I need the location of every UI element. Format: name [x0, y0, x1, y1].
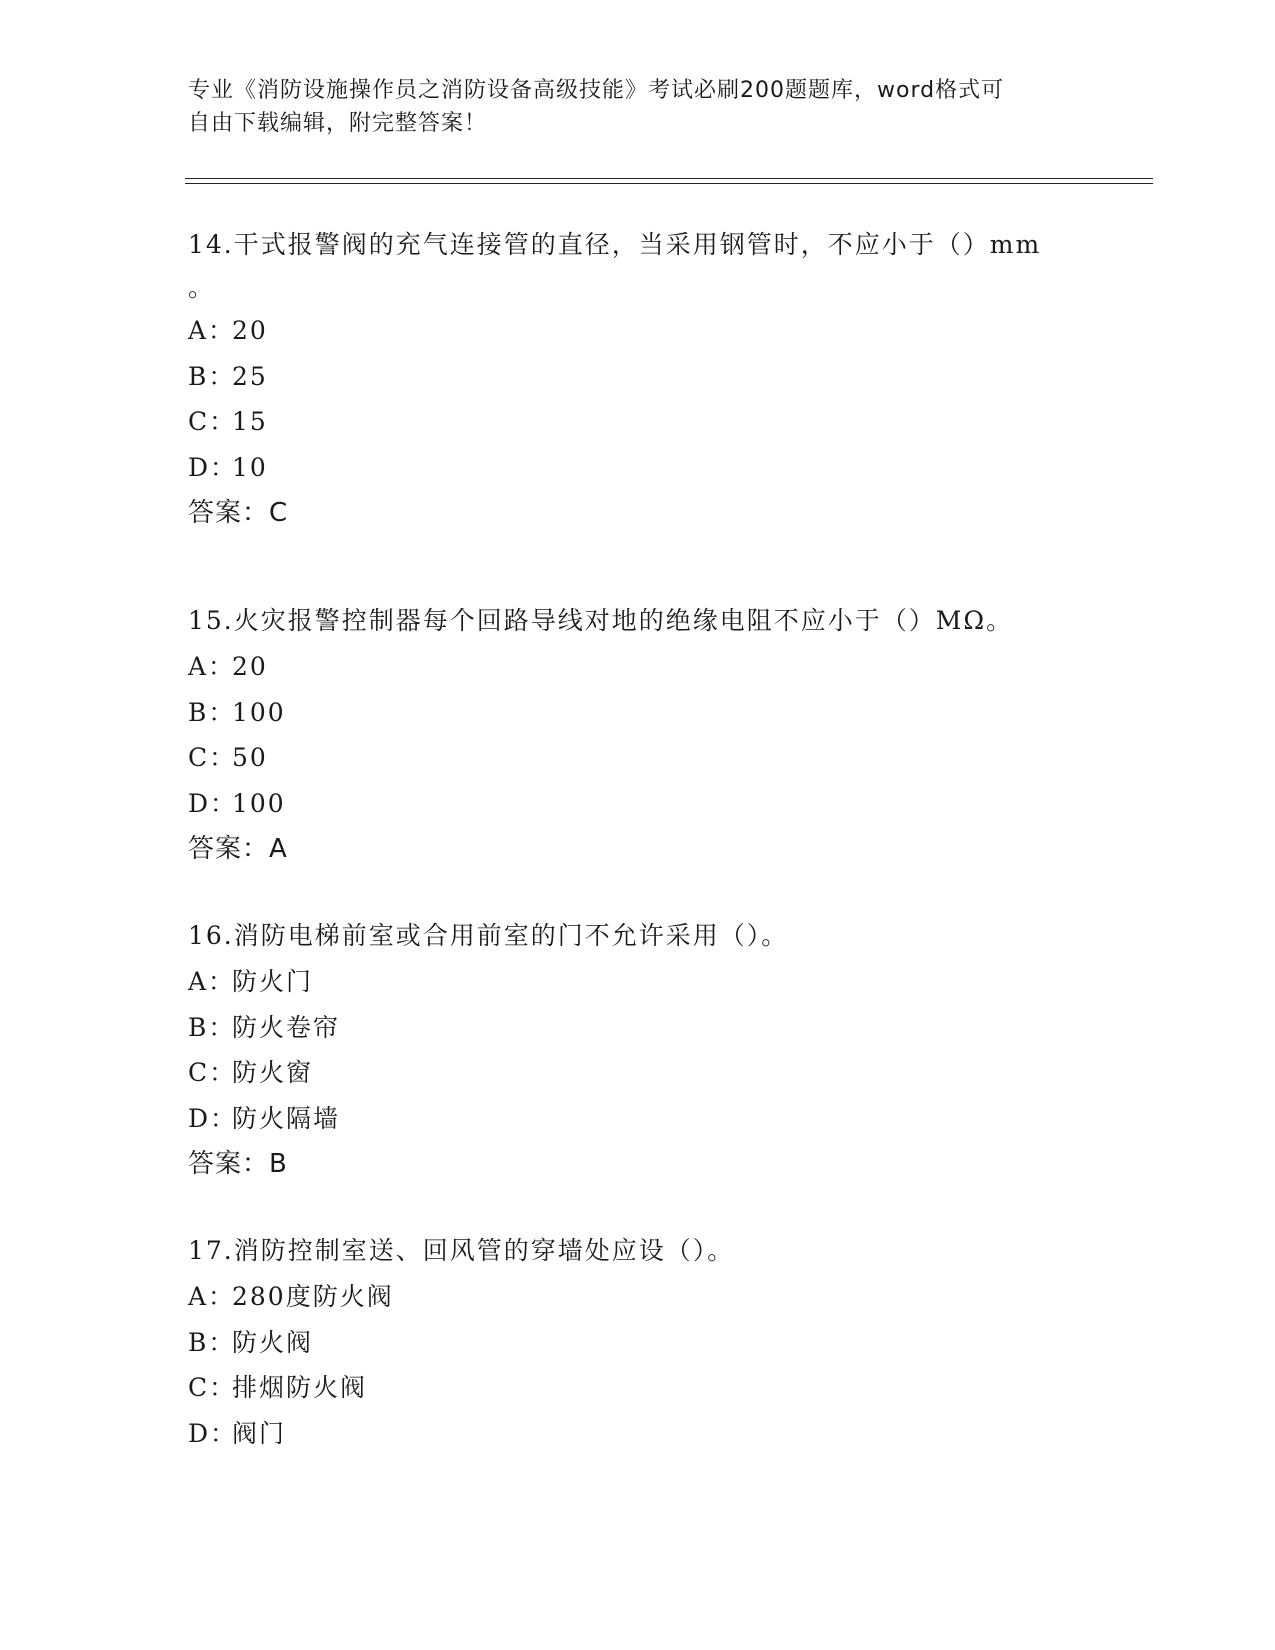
option-d [188, 1096, 1108, 1142]
option-c [188, 399, 1108, 445]
option-key: B： [188, 1012, 236, 1042]
option-key: D： [188, 1418, 238, 1448]
option-b [188, 354, 1108, 400]
option-c [188, 1050, 1108, 1096]
option-b [188, 690, 1108, 736]
question-17 [188, 1228, 1108, 1456]
question-stem: 16.消防电梯前室或合用前室的门不允许采用（）。 [188, 921, 789, 950]
header-divider-bottom [185, 183, 1153, 184]
option-a [188, 644, 1108, 690]
question-14 [188, 222, 1108, 536]
option-key: C： [188, 743, 237, 772]
question-stem: 14.干式报警阀的充气连接管的直径，当采用钢管时，不应小于（）mm [188, 230, 1042, 259]
option-d [188, 781, 1108, 827]
option-text: 阀门 [232, 1418, 287, 1448]
option-text: 防火隔墙 [232, 1103, 341, 1133]
option-key: A： [188, 316, 236, 345]
option-key: C： [188, 1058, 237, 1087]
option-text: 防火门 [232, 967, 314, 996]
question-16 [188, 913, 1108, 1187]
option-text: 15 [232, 407, 268, 436]
option-key: C： [188, 407, 237, 436]
option-text: 防火卷帘 [232, 1012, 341, 1042]
option-key: C： [188, 1373, 237, 1402]
option-c [188, 735, 1108, 781]
option-text: 防火阀 [232, 1327, 314, 1357]
option-text: 100 [232, 788, 286, 818]
header-line-2: 自由下载编辑，附完整答案！ [188, 111, 488, 136]
option-c [188, 1365, 1108, 1411]
option-b [188, 1320, 1108, 1366]
question-stem: 15.火灾报警控制器每个回路导线对地的绝缘电阻不应小于（）MΩ。 [188, 606, 1014, 635]
option-key: D： [188, 452, 238, 482]
option-key: B： [188, 697, 236, 727]
option-a [188, 1274, 1108, 1320]
option-key: A： [188, 652, 236, 681]
option-d [188, 445, 1108, 491]
header-line-1: 专业《消防设施操作员之消防设备高级技能》考试必刷200题题库，word格式可 [188, 78, 1005, 103]
option-text: 50 [232, 743, 268, 772]
option-text: 防火窗 [232, 1058, 314, 1087]
answer-label: 答案：C [188, 498, 289, 528]
option-text: 100 [232, 697, 286, 727]
option-text: 25 [232, 361, 268, 391]
option-d [188, 1411, 1108, 1457]
option-key: B： [188, 361, 236, 391]
answer-label: 答案：B [188, 1149, 288, 1179]
option-key: A： [188, 967, 236, 996]
document-header [188, 74, 1068, 140]
question-stem-continuation: 。 [188, 273, 216, 302]
option-text: 280度防火阀 [232, 1282, 394, 1311]
option-text: 20 [232, 316, 268, 345]
question-15 [188, 598, 1108, 872]
option-b [188, 1005, 1108, 1051]
question-stem: 17.消防控制室送、回风管的穿墙处应设（）。 [188, 1236, 735, 1265]
option-key: B： [188, 1327, 236, 1357]
option-a [188, 959, 1108, 1005]
answer-label: 答案：A [188, 834, 288, 864]
option-text: 排烟防火阀 [232, 1373, 368, 1402]
option-key: D： [188, 1103, 238, 1133]
option-text: 20 [232, 652, 268, 681]
header-divider-top [185, 178, 1153, 179]
option-text: 10 [232, 452, 268, 482]
option-a [188, 308, 1108, 354]
option-key: A： [188, 1282, 236, 1311]
option-key: D： [188, 788, 238, 818]
